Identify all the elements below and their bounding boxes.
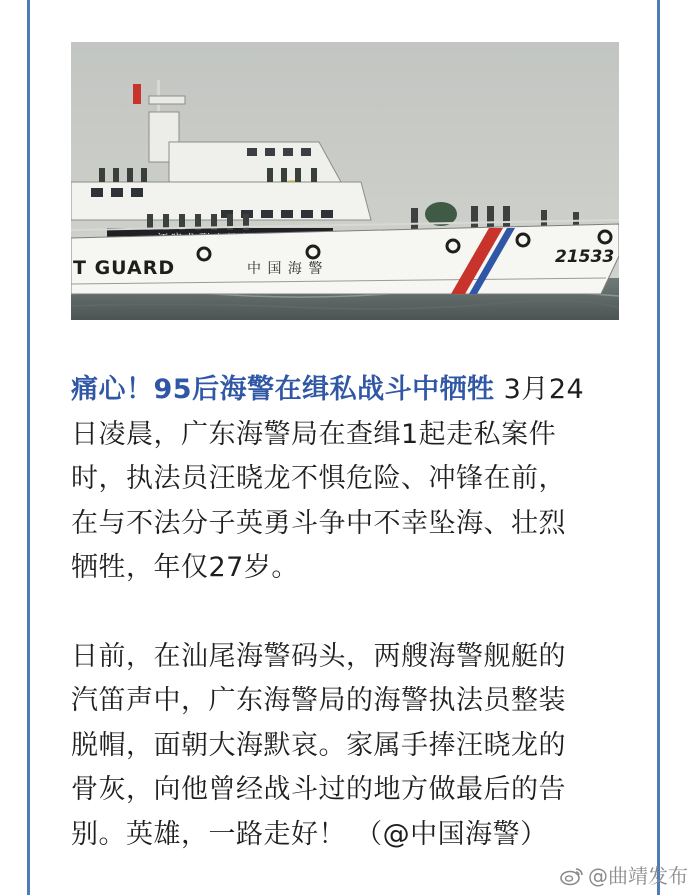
- weibo-watermark: [560, 862, 688, 890]
- coast-guard-ship-photo: [71, 42, 619, 320]
- paragraph-2-line-2: 汽笛声中，广东海警局的海警执法员整装: [71, 685, 566, 716]
- paragraph-1-line-1: 3月24: [494, 374, 585, 405]
- hull-chinese-text: 中 国 海 警: [247, 261, 324, 277]
- hull-number: 21533: [555, 247, 615, 267]
- paragraph-1-line-3: 时，执法员汪晓龙不惧危险、冲锋在前，: [71, 463, 566, 494]
- article-paragraph-2: [71, 635, 631, 858]
- article-paragraph-1: [71, 368, 631, 591]
- article-headline: 痛心！95后海警在缉私战斗中牺牲: [71, 374, 495, 405]
- paragraph-2-line-3: 脱帽，面朝大海默哀。家属手捧汪晓龙的: [71, 729, 566, 761]
- paragraph-1-line-4: 在与不法分子英勇斗争中不幸坠海、壮烈: [71, 507, 566, 539]
- watermark-text: @曲靖发布: [588, 864, 688, 888]
- paragraph-1-line-5: 牺牲，年仅27岁。: [71, 552, 299, 583]
- paragraph-2-line-4: 骨灰，向他曾经战斗过的地方做最后的告: [71, 774, 566, 805]
- page-border-left: [27, 0, 30, 895]
- article-body: [71, 368, 631, 857]
- paragraph-2-line-5: 别。英雄，一路走好！ （@中国海警）: [71, 818, 548, 850]
- page-border-right: [657, 0, 660, 895]
- hull-guard-text: T GUARD: [73, 257, 176, 279]
- paragraph-1-line-2: 日凌晨，广东海警局在查缉1起走私案件: [71, 418, 557, 450]
- weibo-logo-icon: [560, 866, 584, 886]
- paragraph-2-line-1: 日前，在汕尾海警码头，两艘海警舰艇的: [71, 640, 566, 672]
